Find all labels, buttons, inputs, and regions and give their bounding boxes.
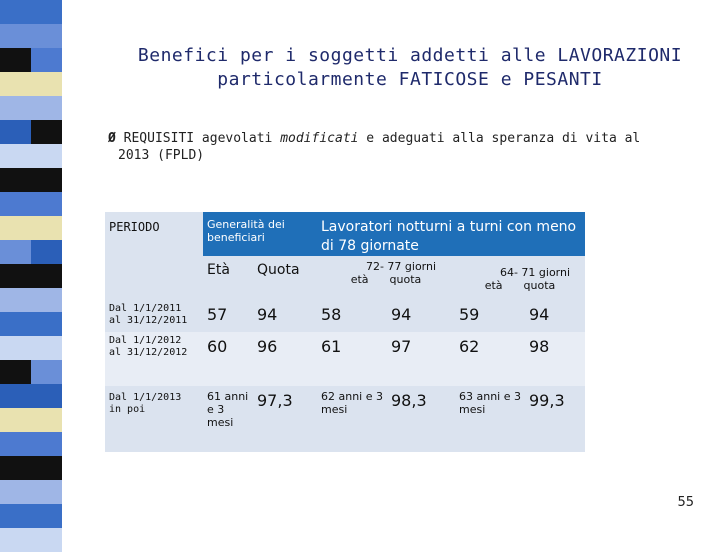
group-64-71-quota: quota [523, 279, 556, 292]
bullet-text-c: e adeguati alla speranza di vita al [358, 131, 641, 146]
row-a-quota: 98,3 [391, 391, 427, 410]
row-b-eta: 63 anni e 3 mesi [459, 390, 521, 416]
slide-title [110, 44, 710, 92]
row-a-eta: 58 [321, 305, 342, 324]
table-row [105, 300, 585, 332]
row-b-quota: 99,3 [529, 391, 565, 410]
row-b-quota: 94 [529, 305, 550, 324]
row-a-eta: 62 anni e 3 mesi [321, 390, 383, 416]
row-a-quota: 94 [391, 305, 412, 324]
subheader-quota: Quota [253, 256, 317, 300]
header-generalita: Generalità dei beneficiari [203, 212, 317, 256]
page-number: 55 [677, 495, 694, 510]
group-64-71 [455, 256, 585, 300]
title-line-2: particolarmente FATICOSE e PESANTI [217, 69, 603, 90]
row-g-eta: 60 [207, 337, 228, 356]
bullet-text-a: REQUISITI agevolati [123, 131, 281, 146]
requirements-table [105, 212, 585, 452]
bullet-text-line2: 2013 (FPLD) [118, 148, 205, 163]
group-72-77-label: 72- 77 giorni [365, 260, 437, 273]
table-row [105, 332, 585, 386]
subheader-eta: Età [203, 256, 253, 300]
group-64-71-label: 64- 71 giorni [499, 266, 571, 279]
header-notturni: Lavoratori notturni a turni con meno di 78 giornate [317, 212, 585, 256]
row-g-quota: 97,3 [257, 391, 293, 410]
row-a-quota: 97 [391, 337, 412, 356]
title-line-1: Benefici per i soggetti addetti alle LAVORAZIONI [137, 45, 683, 66]
decorative-strip [0, 0, 62, 540]
group-64-71-eta: età [484, 279, 503, 292]
row-g-eta: 57 [207, 305, 228, 324]
arrow-bullet-icon: Ø [108, 131, 116, 146]
row-period: Dal 1/1/2012 al 31/12/2012 [109, 335, 188, 358]
row-a-eta: 61 [321, 337, 342, 356]
row-g-eta: 61 anni e 3 mesi [207, 390, 249, 429]
row-b-eta: 59 [459, 305, 480, 324]
group-72-77-eta: età [350, 273, 369, 286]
row-g-quota: 96 [257, 337, 278, 356]
row-period: Dal 1/1/2011 al 31/12/2011 [109, 303, 188, 326]
group-72-77 [317, 256, 455, 300]
row-period: Dal 1/1/2013 in poi [109, 392, 182, 415]
header-periodo: PERIODO [105, 212, 203, 300]
row-g-quota: 94 [257, 305, 278, 324]
bullet-text-b: modificati [280, 131, 359, 146]
table-row [105, 386, 585, 452]
group-72-77-quota: quota [389, 273, 422, 286]
row-b-quota: 98 [529, 337, 550, 356]
row-b-eta: 62 [459, 337, 480, 356]
requisiti-bullet [108, 130, 708, 164]
